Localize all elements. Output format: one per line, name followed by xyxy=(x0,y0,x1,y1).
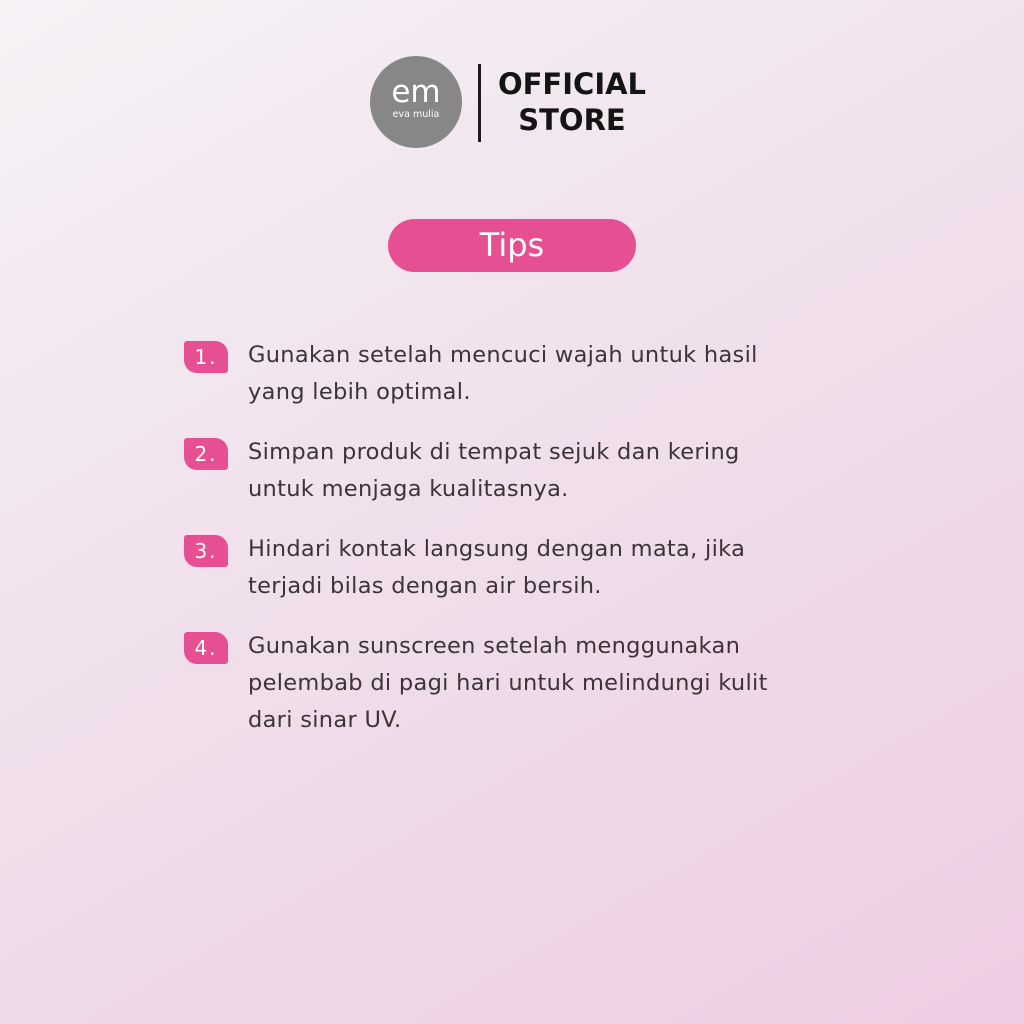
logo-brand-name: eva mulia xyxy=(392,109,440,120)
logo-initials: em xyxy=(391,74,441,110)
brand-header xyxy=(0,56,1024,148)
official-store-label xyxy=(492,66,652,138)
tips-title: Tips xyxy=(388,219,636,272)
brand-logo xyxy=(370,56,462,148)
store-line-1: OFFICIAL xyxy=(497,67,647,101)
tip-text: Hindari kontak langsung dengan mata, jika terjadi bilas dengan air bersih. xyxy=(248,536,746,599)
header-divider xyxy=(478,64,481,142)
tip-text: Simpan produk di tempat sejuk dan kering untuk menjaga kualitasnya. xyxy=(248,439,740,502)
tip-text: Gunakan setelah mencuci wajah untuk hasil yang lebih optimal. xyxy=(248,342,758,405)
tip-number-badge: 3. xyxy=(184,535,228,567)
store-line-2: STORE xyxy=(518,103,626,137)
tip-number-badge: 4. xyxy=(184,632,228,664)
tip-text: Gunakan sunscreen setelah menggunakan pelembab di pagi hari untuk melindungi kulit dari sinar UV. xyxy=(248,633,768,733)
tip-number-badge: 1. xyxy=(184,341,228,373)
tip-number-badge: 2. xyxy=(184,438,228,470)
